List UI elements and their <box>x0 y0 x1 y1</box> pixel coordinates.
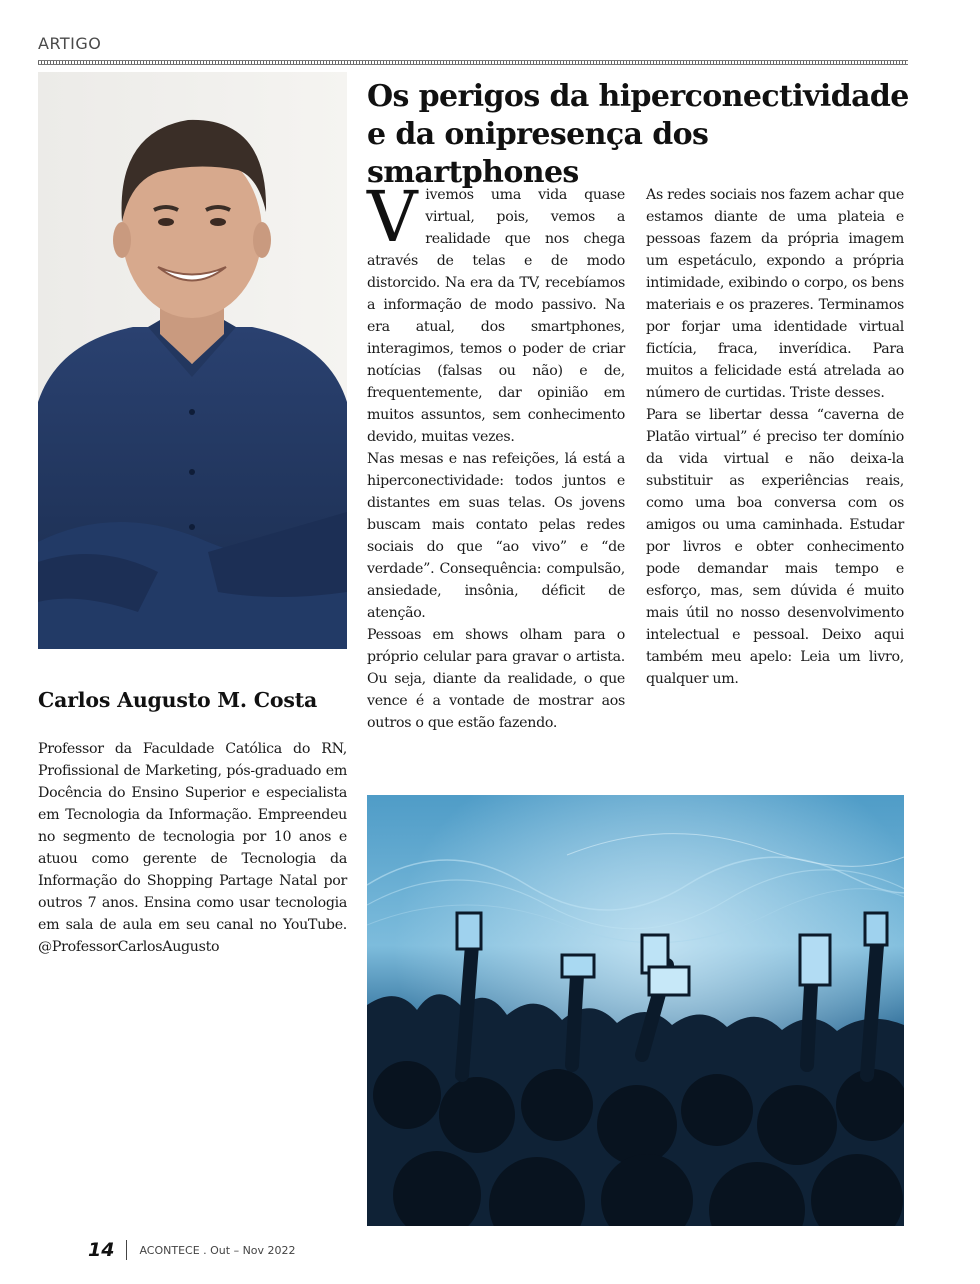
article-paragraph: Para se libertar dessa “caverna de Platão virtual” é preciso ter domínio da vida virtual e não deixa-la substituir as experiências reais, como uma boa conversa com os amigos ou uma caminhada. Estudar por livros e obter conhecimento pode demandar mais tempo e esforço, mas, sem dúvida é muito mais útil no nosso desenvolvimento intelectual e pessoal. Deixo aqui também meu apelo: Leia um livro, qualquer um. <box>646 407 904 687</box>
drop-cap: V <box>367 176 418 258</box>
page-footer <box>88 1238 296 1262</box>
article-column-2 <box>646 184 904 690</box>
concert-crowd-image <box>367 795 904 1226</box>
author-bio: Professor da Faculdade Católica do RN, Profissional de Marketing, pós-graduado em Docência do Ensino Superior e especialista em Tecnologia da Informação. Empreendeu no segmento de tecnologia por 10 anos e atuou como gerente de Tecnologia da Informação do Shopping Partage Natal por outros 7 anos. Ensina como usar tecnologia em sala de aula em seu canal no YouTube. @ProfessorCarlosAugusto <box>38 741 347 955</box>
page-number: 14 <box>88 1239 115 1261</box>
article-column-1 <box>367 176 625 734</box>
article-paragraph: As redes sociais nos fazem achar que estamos diante de uma plateia e pessoas fazem da própria imagem um espetáculo, expondo a própria intimidade, exibindo o corpo, os bens materiais e os prazeres. Terminamos por forjar uma identidade virtual fictícia, fraca, inverídica. Para muitos a felicidade está atrelada ao número de curtidas. Triste desses. <box>646 187 904 401</box>
paragraph-text: ivemos uma vida quase virtual, pois, vemos a realidade que nos chega através de telas e de modo distorcido. Na era da TV, recebíamos a informação de modo passivo. Na era atual, dos smartphones, interagimos, temos o poder de criar notícias (falsas ou não) e de, frequentemente, dar opinião em muitos assuntos, sem conhecimento devido, muitas vezes. <box>367 187 625 445</box>
header-divider <box>38 60 908 65</box>
author-portrait <box>38 72 347 649</box>
footer-divider <box>126 1240 127 1260</box>
section-label: ARTIGO <box>38 34 102 53</box>
article-paragraph <box>367 176 625 448</box>
author-name: Carlos Augusto M. Costa <box>38 688 318 712</box>
article-paragraph: Pessoas em shows olham para o próprio celular para gravar o artista. Ou seja, diante da realidade, o que vence é a vontade de mostrar aos outros o que estão fazendo. <box>367 627 625 731</box>
article-paragraph: Nas mesas e nas refeições, lá está a hiperconectividade: todos juntos e distantes em suas telas. Os jovens buscam mais contato pelas redes sociais do que “ao vivo” e “de verdade”. Consequência: compulsão, ansiedade, insônia, déficit de atenção. <box>367 451 625 621</box>
publication-info: ACONTECE . Out – Nov 2022 <box>139 1243 296 1257</box>
article-title: Os perigos da hiperconectividade e da onipresença dos smartphones <box>367 79 909 190</box>
